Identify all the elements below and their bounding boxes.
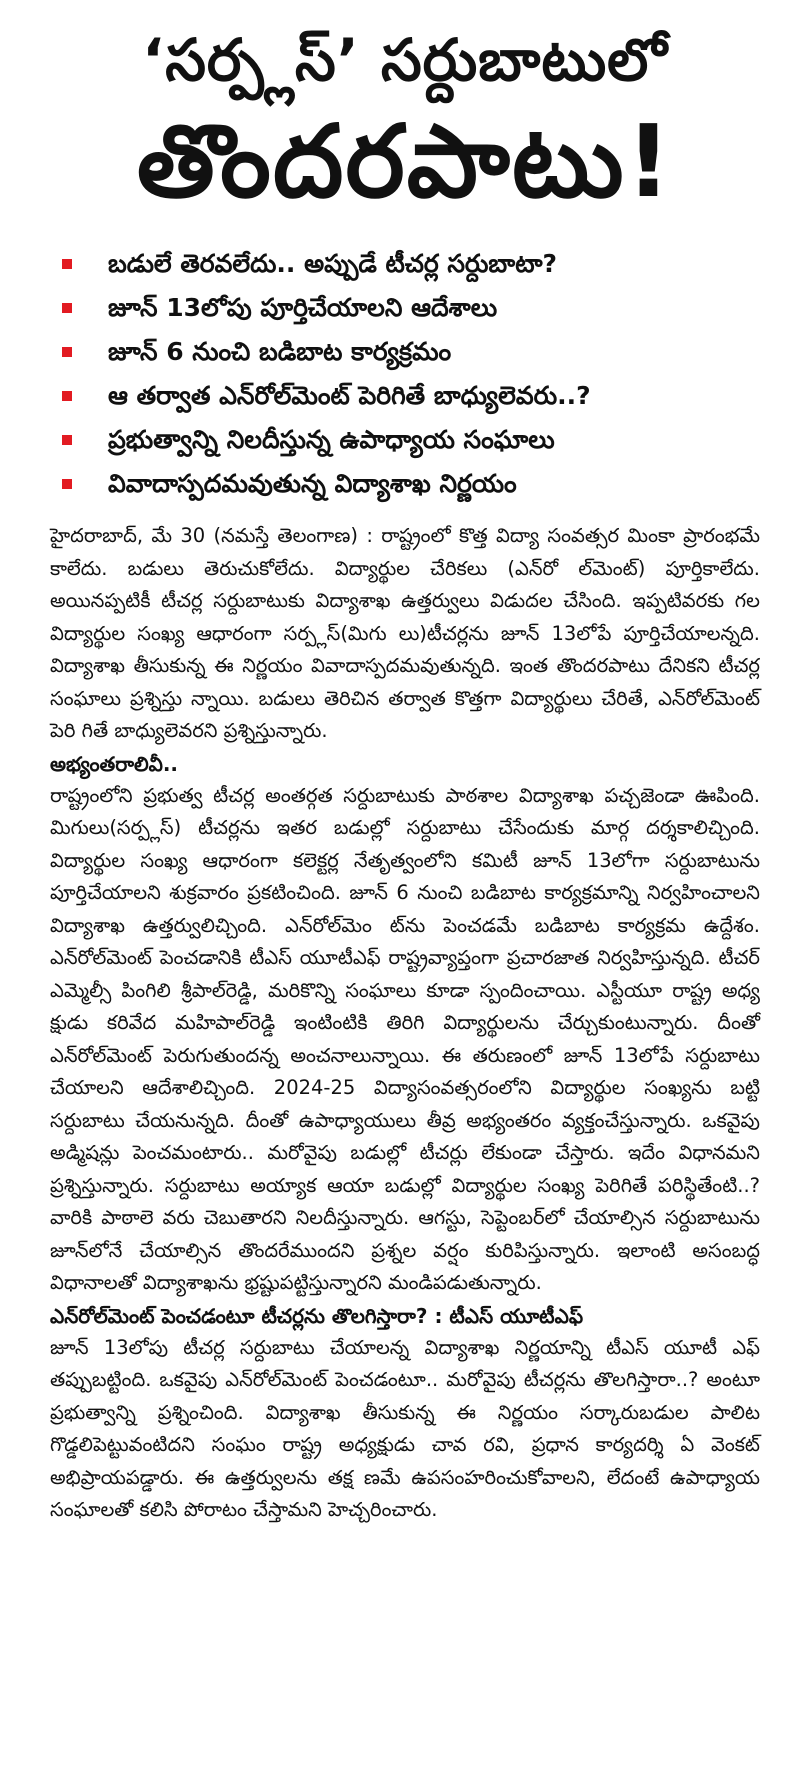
red-square-bullet-icon (62, 435, 72, 445)
highlight-item (60, 462, 760, 506)
highlight-text: ప్రభుత్వాన్ని నిలదీస్తున్న ఉపాధ్యాయ సంఘాలు (108, 425, 555, 454)
article-body (50, 520, 760, 1527)
headline-line-1: ‘సర్ప్లస్’ సర్దుబాటులో (142, 26, 668, 94)
highlight-item (60, 374, 760, 418)
highlight-text: జూన్ 6 నుంచి బడిబాట కార్యక్రమం (108, 337, 452, 366)
red-square-bullet-icon (62, 479, 72, 489)
highlight-text: వివాదాస్పదమవుతున్న విద్యాశాఖ నిర్ణయం (108, 469, 517, 498)
highlight-text: ఆ తర్వాత ఎన్‌రోల్‌మెంట్ పెరిగితే బాధ్యులెవరు..? (108, 381, 591, 410)
article-paragraph-tsutf: జూన్ 13లోపు టీచర్ల సర్దుబాటు చేయాలన్న విద్యాశాఖ నిర్ణయాన్ని టీఎస్ యూటీ ఎఫ్ తప్పుబట్టింది. ఒకవైపు ఎన్‌రోల్‌మెంట్ పెంచడంటూ.. మరోవైపు టీచర్లను తొలగిస్తారా..? అంటూ ప్రభుత్వాన్ని ప్రశ్నించింది. విద్యాశాఖ తీసుకున్న ఈ నిర్ణయం సర్కారుబడుల పాలిట గొడ్డలిపెట్టువంటిదని సంఘం రాష్ట్ర అధ్యక్షుడు చావ రవి, ప్రధాన కార్యదర్శి ఏ వెంకట్ అభిప్రాయపడ్డారు. ఈ ఉత్తర్వులను తక్ష ణమే ఉపసంహరించుకోవాలని, లేదంటే ఉపాధ్యాయ సంఘాలతో కలిసి పోరాటం చేస్తామని హెచ్చరించారు. (50, 1335, 760, 1521)
article-subhead-tsutf: ఎన్‌రోల్‌మెంట్ పెంచడంటూ టీచర్లను తొలగిస్తారా? : టీఎస్ యూటీఎఫ్ (50, 1303, 584, 1328)
highlight-item (60, 418, 760, 462)
highlight-text: బడులే తెరవలేదు.. అప్పుడే టీచర్ల సర్దుబాటా? (108, 249, 558, 278)
article-paragraph-objections: రాష్ట్రంలోని ప్రభుత్వ టీచర్ల అంతర్గత సర్దుబాటుకు పాఠశాల విద్యాశాఖ పచ్చజెండా ఊపింది. మిగులు(సర్ప్లస్) టీచర్లను ఇతర బడుల్లో సర్దుబాటు చేసేందుకు మార్గ దర్శకాలిచ్చింది. విద్యార్థుల సంఖ్య ఆధారంగా కలెక్టర్ల నేతృత్వంలోని కమిటీ జూన్ 13లోగా సర్దుబాటును పూర్తిచేయాలని శుక్రవారం ప్రకటించింది. జూన్ 6 నుంచి బడిబాట కార్యక్రమాన్ని నిర్వహించాలని విద్యాశాఖ ఉత్తర్వులిచ్చింది. ఎన్‌రోల్‌మెం ట్‌ను పెంచడమే బడిబాట కార్యక్రమ ఉద్దేశం. ఎన్‌రోల్‌మెంట్ పెంచడానికి టీఎస్ యూటీఎఫ్ రాష్ట్రవ్యాప్తంగా ప్రచారజాత నిర్వహిస్తున్నది. టీచర్ ఎమ్మెల్సీ పింగిలి శ్రీపాల్‌రెడ్డి, మరికొన్ని సంఘాలు కూడా స్పందించాయి. ఎస్టీయూ రాష్ట్ర అధ్య క్షుడు కరివేద మహిపాల్‌రెడ్డి ఇంటింటికి తిరిగి విద్యార్థులను చేర్చుకుంటున్నారు. దీంతో ఎన్‌రోల్‌మెంట్ పెరుగుతుందన్న అంచనాలున్నాయి. ఈ తరుణంలో జూన్ 13లోపే సర్దుబాటు చేయాలని ఆదేశాలిచ్చింది. 2024-25 విద్యాసంవత్సరంలోని విద్యార్థుల సంఖ్యను బట్టి సర్దుబాటు చేయనున్నది. దీంతో ఉపాధ్యాయులు తీవ్ర అభ్యంతరం వ్యక్తంచేస్తున్నారు. ఒకవైపు అడ్మిషన్లు పెంచమంటారు.. మరోవైపు బడుల్లో టీచర్లు లేకుండా చేస్తారు. ఇదేం విధానమని ప్రశ్నిస్తున్నారు. సర్దుబాటు అయ్యాక ఆయా బడుల్లో విద్యార్థుల సంఖ్య పెరిగితే పరిస్థితేంటి..? వారికి పాఠాలె వరు చెబుతారని నిలదీస్తున్నారు. ఆగస్టు, సెప్టెంబర్‌లో చేయాల్సిన సర్దుబాటును జూన్‌లోనే చేయాల్సిన తొందరేముందని ప్రశ్నల వర్షం కురిపిస్తున్నారు. ఇలాంటి అసంబద్ధ విధానాలతో విద్యాశాఖను భ్రష్టుపట్టిస్తున్నారని మండిపడుతున్నారు. (50, 783, 760, 1294)
highlight-item (60, 330, 760, 374)
red-square-bullet-icon (62, 347, 72, 357)
article-subhead-objections: అభ్యంతరాలివీ.. (50, 751, 179, 776)
headline-line-2: తొందరపాటు! (136, 103, 674, 220)
red-square-bullet-icon (62, 259, 72, 269)
red-square-bullet-icon (62, 303, 72, 313)
highlights-list (50, 242, 760, 506)
highlight-text: జూన్ 13లోపు పూర్తిచేయాలని ఆదేశాలు (108, 293, 498, 322)
red-square-bullet-icon (62, 391, 72, 401)
highlight-item (60, 286, 760, 330)
article-intro: హైదరాబాద్, మే 30 (నమస్తే తెలంగాణ) : రాష్ట్రంలో కొత్త విద్యా సంవత్సర మింకా ప్రారంభమే కాలేదు. బడులు తెరుచుకోలేదు. విద్యార్థుల చేరికలు (ఎన్‌రో ల్‌మెంట్) పూర్తికాలేదు. అయినప్పటికీ టీచర్ల సర్దుబాటుకు విద్యాశాఖ ఉత్తర్వులు విడుదల చేసింది. ఇప్పటివరకు గల విద్యార్థుల సంఖ్య ఆధారంగా సర్ప్లస్(మిగు లు)టీచర్లను జూన్ 13లోపే పూర్తిచేయాలన్నది. విద్యాశాఖ తీసుకున్న ఈ నిర్ణయం వివాదాస్పదమవుతున్నది. ఇంత తొందరపాటు దేనికని టీచర్ల సంఘాలు ప్రశ్నిస్తు న్నాయి. బడులు తెరిచిన తర్వాత కొత్తగా విద్యార్థులు చేరితే, ఎన్‌రోల్‌మెంట్ పెరి గితే బాధ్యులెవరని ప్రశ్నిస్తున్నారు. (50, 524, 760, 742)
highlight-item (60, 242, 760, 286)
